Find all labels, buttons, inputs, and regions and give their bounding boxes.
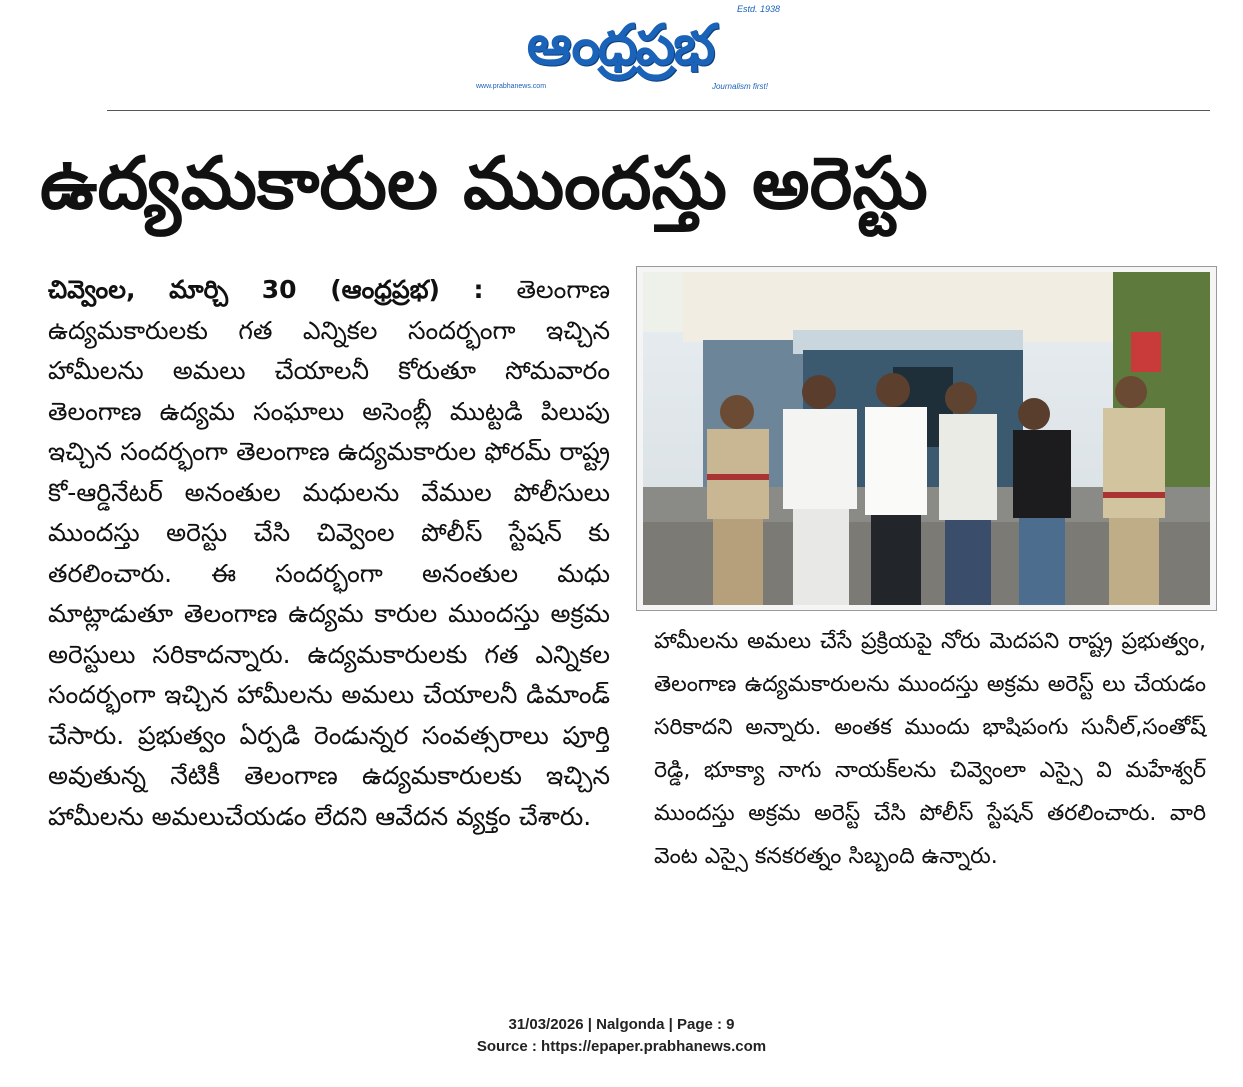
footer-source-link[interactable]: Source : https://epaper.prabhanews.com: [476, 1038, 767, 1055]
article-text-left: తెలంగాణ ఉద్యమకారులకు గత ఎన్నికల సందర్భంగా ఇచ్చిన హామీలను అమలు చేయాలనీ కోరుతూ సోమవారం తెలంగాణ ఉద్యమ సంఘాలు అసెంబ్లీ ముట్టడి పిలుపు ఇచ్చిన సందర్భంగా తెలంగాణ ఉద్యమకారుల ఫోరమ్ రాష్ట్ర కో-ఆర్డినేటర్ అనంతుల మధులను వేముల పోలీసులు ముందస్తు అరెస్టు చేసి చివ్వెంల పోలీస్ స్టేషన్ కు తరలించారు. ఈ సందర్భంగా అనంతుల మధు మాట్లాడుతూ తెలంగాణ ఉద్యమ కారుల ముందస్తు అక్రమ అరెస్టులు సరికాదన్నారు. ఉద్యమకారులకు గత ఎన్నికల సందర్భంగా ఇచ్చిన హామీలను అమలు చేయాలనీ డిమాండ్ చేసారు. ప్రభుత్వం ఏర్పడి రెండున్నర సంవత్సరాలు పూర్తి అవుతున్న నేటికీ తెలంగాణ ఉద్యమకారులకు ఇచ్చిన హామీలను అమలుచేయడం లేదని ఆవేదన వ్యక్తం చేశారు.: [48, 275, 610, 831]
footer-edition-info: 31/03/2026 | Nalgonda | Page : 9: [508, 1016, 735, 1033]
page-footer: [0, 1014, 1243, 1058]
estd-label: Estd. 1938: [736, 4, 780, 14]
group-photo-illustration: [643, 272, 1210, 605]
article-body-left: [48, 270, 610, 837]
masthead: [470, 4, 780, 96]
article-dateline: చివ్వెంల, మార్చి 30 (ఆంధ్రప్రభ) :: [48, 275, 484, 304]
article-headline: ఉద్యమకారుల ముందస్తు అరెస్టు: [40, 141, 928, 225]
news-photo-frame: [636, 266, 1217, 611]
header-divider: [107, 110, 1210, 111]
newspaper-logo: ఆంధ్రప్రభ: [526, 13, 714, 78]
logo-tagline: Journalism first!: [711, 82, 768, 91]
article-body-right: హామీలను అమలు చేసే ప్రక్రియపై నోరు మెదపని రాష్ట్ర ప్రభుత్వం, తెలంగాణ ఉద్యమకారులను ముందస్తు అక్రమ అరెస్ట్ లు చేయడం సరికాదని అన్నారు. అంతక ముందు భాషిపంగు సునీల్,సంతోష్ రెడ్డి, భూక్యా నాగు నాయక్‌లను చివ్వెంలా ఎస్సై వి మహేశ్వర్ ముందస్తు అక్రమ అరెస్ట్ చేసి పోలీస్ స్టేషన్ తరలించారు. వారి వెంట ఎస్సై కనకరత్నం సిబ్బంది ఉన్నారు.: [654, 629, 1206, 869]
news-photo: [643, 272, 1210, 605]
logo-url: www.prabhanews.com: [476, 83, 547, 90]
